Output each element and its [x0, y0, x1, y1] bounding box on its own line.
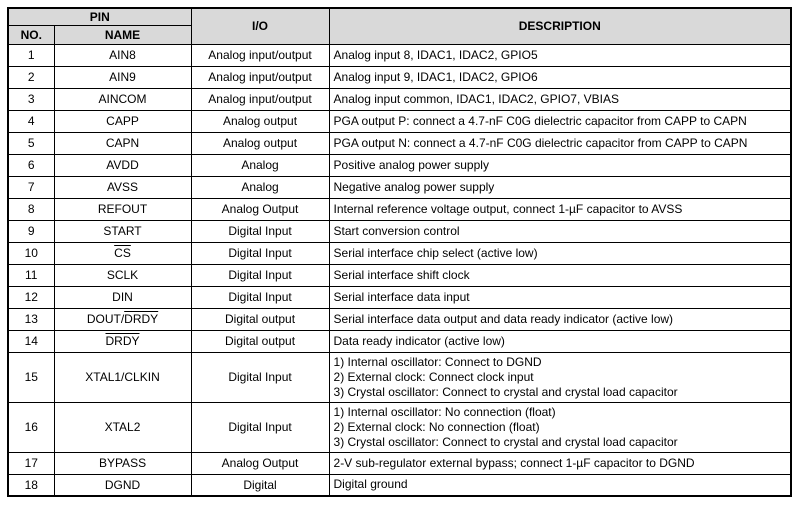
pin-number-cell: 2: [8, 66, 54, 88]
io-cell: Digital Input: [191, 242, 329, 264]
description-line: 2) External clock: Connect clock input: [333, 369, 534, 384]
pin-number-cell: 7: [8, 176, 54, 198]
description-cell: [329, 242, 791, 264]
table-row: [8, 286, 791, 308]
pin-number-cell: 18: [8, 474, 54, 496]
pin-name-segment: START: [103, 224, 142, 238]
description-line: Serial interface data output and data ready indicator (active low): [333, 311, 674, 326]
pin-number-cell: 4: [8, 110, 54, 132]
io-cell: Analog input/output: [191, 66, 329, 88]
pin-name-cell: [54, 402, 191, 452]
pin-number-cell: 6: [8, 154, 54, 176]
table-row: [8, 66, 791, 88]
pin-number-cell: 1: [8, 44, 54, 66]
table-row: [8, 44, 791, 66]
io-cell: Digital output: [191, 330, 329, 352]
table-row: [8, 88, 791, 110]
description-cell: [329, 66, 791, 88]
table-row: [8, 132, 791, 154]
table-row: [8, 402, 791, 452]
pin-name-cell: [54, 198, 191, 220]
pin-name-cell: [54, 264, 191, 286]
description-line: Serial interface shift clock: [333, 267, 470, 282]
table-row: [8, 264, 791, 286]
pin-name-cell: [54, 44, 191, 66]
pin-function-table: [7, 7, 792, 497]
table-row: [8, 452, 791, 474]
pin-name-cell: [54, 154, 191, 176]
pin-number-cell: 8: [8, 198, 54, 220]
pin-name-segment: CAPP: [106, 114, 139, 128]
description-line: Analog input 9, IDAC1, IDAC2, GPIO6: [333, 69, 538, 84]
description-line: PGA output N: connect a 4.7-nF C0G dielectric capacitor from CAPP to CAPN: [333, 135, 748, 150]
description-line: 1) Internal oscillator: Connect to DGND: [333, 354, 542, 369]
description-cell: [329, 44, 791, 66]
pin-name-cell: [54, 352, 191, 402]
pin-name-segment: AINCOM: [98, 92, 147, 106]
description-cell: [329, 352, 791, 402]
table-row: [8, 198, 791, 220]
pin-name-segment: AIN8: [109, 48, 136, 62]
pin-name-segment: REFOUT: [97, 202, 148, 216]
pin-table-header: [8, 8, 791, 44]
pin-number-cell: 5: [8, 132, 54, 154]
io-cell: Analog Output: [191, 198, 329, 220]
pin-name-segment: XTAL1/CLKIN: [85, 370, 160, 384]
description-cell: [329, 452, 791, 474]
pin-number-cell: 13: [8, 308, 54, 330]
pin-name-cell: [54, 88, 191, 110]
pin-name-segment: AIN9: [109, 70, 136, 84]
description-cell: [329, 286, 791, 308]
description-line: Positive analog power supply: [333, 157, 489, 172]
pin-name-segment: XTAL2: [104, 420, 141, 434]
description-cell: [329, 402, 791, 452]
pin-number-cell: 12: [8, 286, 54, 308]
io-cell: Analog Output: [191, 452, 329, 474]
pin-name-segment: DGND: [104, 477, 141, 492]
table-row: [8, 242, 791, 264]
description-cell: [329, 220, 791, 242]
description-cell: [329, 198, 791, 220]
description-line: 1) Internal oscillator: No connection (float): [333, 404, 556, 419]
pin-column-group-header: PIN: [8, 8, 191, 25]
io-cell: Digital Input: [191, 264, 329, 286]
table-row: [8, 352, 791, 402]
description-cell: [329, 330, 791, 352]
pin-name-overline-segment: DRDY: [105, 334, 140, 348]
no-column-header: NO.: [8, 25, 54, 44]
pin-number-cell: 16: [8, 402, 54, 452]
description-line: Analog input common, IDAC1, IDAC2, GPIO7, VBIAS: [333, 91, 619, 106]
description-line: 2-V sub-regulator external bypass; connect 1-µF capacitor to DGND: [333, 455, 695, 470]
description-cell: [329, 132, 791, 154]
io-column-header: I/O: [191, 8, 329, 44]
pin-name-cell: [54, 132, 191, 154]
pin-name-cell: [54, 66, 191, 88]
io-cell: Digital Input: [191, 220, 329, 242]
description-line: Analog input 8, IDAC1, IDAC2, GPIO5: [333, 47, 538, 62]
io-cell: Digital Input: [191, 286, 329, 308]
table-row: [8, 474, 791, 496]
pin-name-cell: [54, 220, 191, 242]
table-row: [8, 176, 791, 198]
pin-name-segment: DIN: [112, 290, 133, 304]
description-line: Serial interface data input: [333, 289, 470, 304]
pin-name-cell: [54, 452, 191, 474]
pin-name-overline-segment: $\overline{CS}$: [114, 246, 131, 260]
table-row: [8, 110, 791, 132]
description-line: Internal reference voltage output, connect 1-µF capacitor to AVSS: [333, 201, 683, 216]
pin-name-cell: [54, 176, 191, 198]
description-cell: [329, 308, 791, 330]
description-cell: [329, 176, 791, 198]
io-cell: Analog input/output: [191, 44, 329, 66]
description-cell: [329, 154, 791, 176]
pin-name-segment: AVSS: [106, 180, 139, 194]
table-row: [8, 154, 791, 176]
name-column-header: NAME: [54, 25, 191, 44]
description-line: Start conversion control: [333, 223, 460, 238]
io-cell: Analog: [191, 154, 329, 176]
pin-table-body: [8, 44, 791, 496]
pin-name-cell: [54, 308, 191, 330]
pin-number-cell: 14: [8, 330, 54, 352]
io-cell: Digital output: [191, 308, 329, 330]
io-cell: Analog input/output: [191, 88, 329, 110]
description-cell: [329, 88, 791, 110]
pin-number-cell: 10: [8, 242, 54, 264]
pin-name-cell: [54, 330, 191, 352]
pin-name-overline-segment: DRDY: [124, 312, 159, 326]
description-line: Serial interface chip select (active low): [333, 245, 538, 260]
pin-name-segment: CAPN: [105, 136, 140, 150]
table-row: [8, 220, 791, 242]
io-cell: Analog output: [191, 110, 329, 132]
pin-number-cell: 15: [8, 352, 54, 402]
pin-name-segment: BYPASS: [98, 456, 147, 470]
table-row: [8, 308, 791, 330]
io-cell: Digital Input: [191, 352, 329, 402]
description-line: 3) Crystal oscillator: Connect to crystal and crystal load capacitor: [333, 434, 678, 449]
pin-name-segment: DOUT/: [86, 312, 125, 326]
io-cell: Digital Input: [191, 402, 329, 452]
description-line: Negative analog power supply: [333, 179, 495, 194]
pin-name-cell: [54, 242, 191, 264]
pin-number-cell: 11: [8, 264, 54, 286]
description-line: 2) External clock: No connection (float): [333, 419, 540, 434]
pin-name-cell: [54, 474, 191, 496]
pin-number-cell: 9: [8, 220, 54, 242]
io-cell: Digital: [191, 474, 329, 496]
description-cell: [329, 474, 791, 496]
io-cell: Analog output: [191, 132, 329, 154]
pin-number-cell: 3: [8, 88, 54, 110]
pin-name-segment: AVDD: [106, 158, 139, 172]
pin-number-cell: 17: [8, 452, 54, 474]
description-cell: [329, 264, 791, 286]
pin-name-cell: [54, 286, 191, 308]
description-line: Digital ground: [333, 477, 408, 492]
description-line: Data ready indicator (active low): [333, 333, 505, 348]
pin-name-cell: [54, 110, 191, 132]
description-line: 3) Crystal oscillator: Connect to crystal and crystal load capacitor: [333, 384, 678, 399]
description-line: PGA output P: connect a 4.7-nF C0G dielectric capacitor from CAPP to CAPN: [333, 113, 747, 128]
description-cell: [329, 110, 791, 132]
table-row: [8, 330, 791, 352]
io-cell: Analog: [191, 176, 329, 198]
pin-name-segment: SCLK: [106, 268, 139, 282]
description-column-header: DESCRIPTION: [329, 8, 791, 44]
